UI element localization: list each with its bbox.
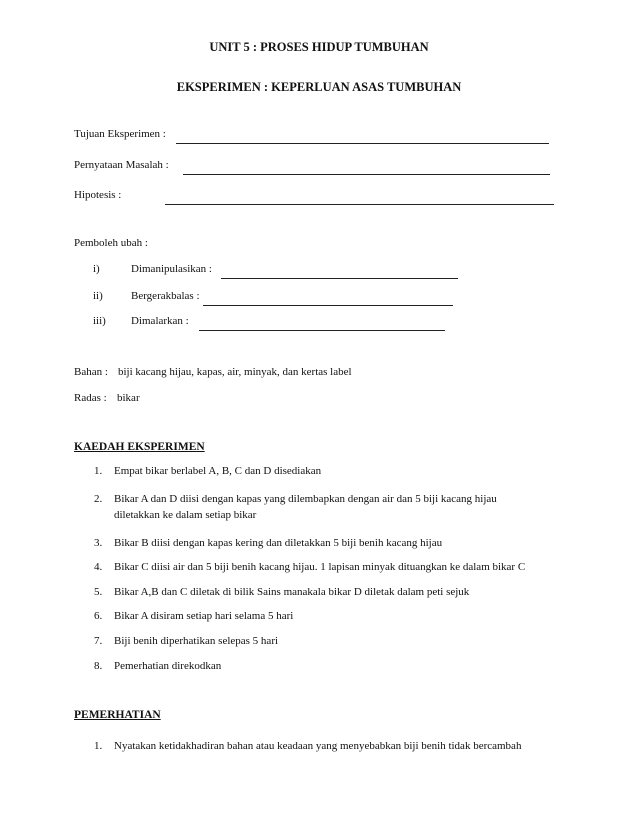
variable-line: [221, 278, 458, 279]
variable-label: Bergerakbalas :: [131, 290, 200, 302]
field-tujuan-label: Tujuan Eksperimen :: [74, 128, 166, 140]
field-hipotesis-line: [165, 204, 554, 205]
page-subtitle: EKSPERIMEN : KEPERLUAN ASAS TUMBUHAN: [176, 80, 462, 94]
radas-label: Radas :: [74, 392, 107, 404]
field-tujuan-line: [176, 143, 549, 144]
pemerhatian-num: 1.: [94, 740, 103, 752]
variable-line: [199, 330, 445, 331]
step-text: Bikar A dan D diisi dengan kapas yang dilembapkan dengan air dan 5 biji kacang hijau: [114, 493, 497, 505]
step-text: Bikar A disiram setiap hari selama 5 hari: [114, 610, 294, 622]
pemboleh-ubah-heading: Pemboleh ubah :: [74, 237, 148, 249]
kaedah-heading: KAEDAH EKSPERIMEN: [74, 441, 205, 453]
pemerhatian-text: Nyatakan ketidakhadiran bahan atau keadaan yang menyebabkan biji benih tidak bercambah: [114, 740, 522, 752]
step-num: 2.: [94, 493, 103, 505]
step-num: 7.: [94, 635, 103, 647]
step-text: Pemerhatian direkodkan: [114, 660, 222, 672]
field-pernyataan-line: [183, 174, 550, 175]
field-pernyataan-label: Pernyataan Masalah :: [74, 159, 169, 171]
bahan-value: biji kacang hijau, kapas, air, minyak, dan kertas label: [118, 366, 352, 378]
step-num: 5.: [94, 586, 103, 598]
step-text: Bikar C diisi air dan 5 biji benih kacang hijau. 1 lapisan minyak dituangkan ke dalam bikar C: [114, 561, 526, 573]
variable-label: Dimanipulasikan :: [131, 263, 212, 275]
variable-label: Dimalarkan :: [131, 315, 189, 327]
step-num: 6.: [94, 610, 103, 622]
bahan-label: Bahan :: [74, 366, 108, 378]
step-num: 8.: [94, 660, 103, 672]
step-num: 3.: [94, 537, 103, 549]
page-title: UNIT 5 : PROSES HIDUP TUMBUHAN: [209, 40, 429, 54]
radas-value: bikar: [117, 392, 140, 404]
step-num: 4.: [94, 561, 103, 573]
field-hipotesis-label: Hipotesis :: [74, 189, 122, 201]
variable-num: ii): [93, 290, 103, 302]
step-num: 1.: [94, 465, 103, 477]
step-text: Biji benih diperhatikan selepas 5 hari: [114, 635, 279, 647]
variable-line: [203, 305, 453, 306]
variable-num: i): [93, 263, 100, 275]
step-text: Bikar A,B dan C diletak di bilik Sains manakala bikar D diletak dalam peti sejuk: [114, 586, 470, 598]
step-text: Bikar B diisi dengan kapas kering dan diletakkan 5 biji benih kacang hijau: [114, 537, 443, 549]
step-text: Empat bikar berlabel A, B, C dan D disediakan: [114, 465, 322, 477]
step-text: diletakkan ke dalam setiap bikar: [114, 509, 257, 521]
pemerhatian-heading: PEMERHATIAN: [74, 709, 161, 721]
variable-num: iii): [93, 315, 106, 327]
